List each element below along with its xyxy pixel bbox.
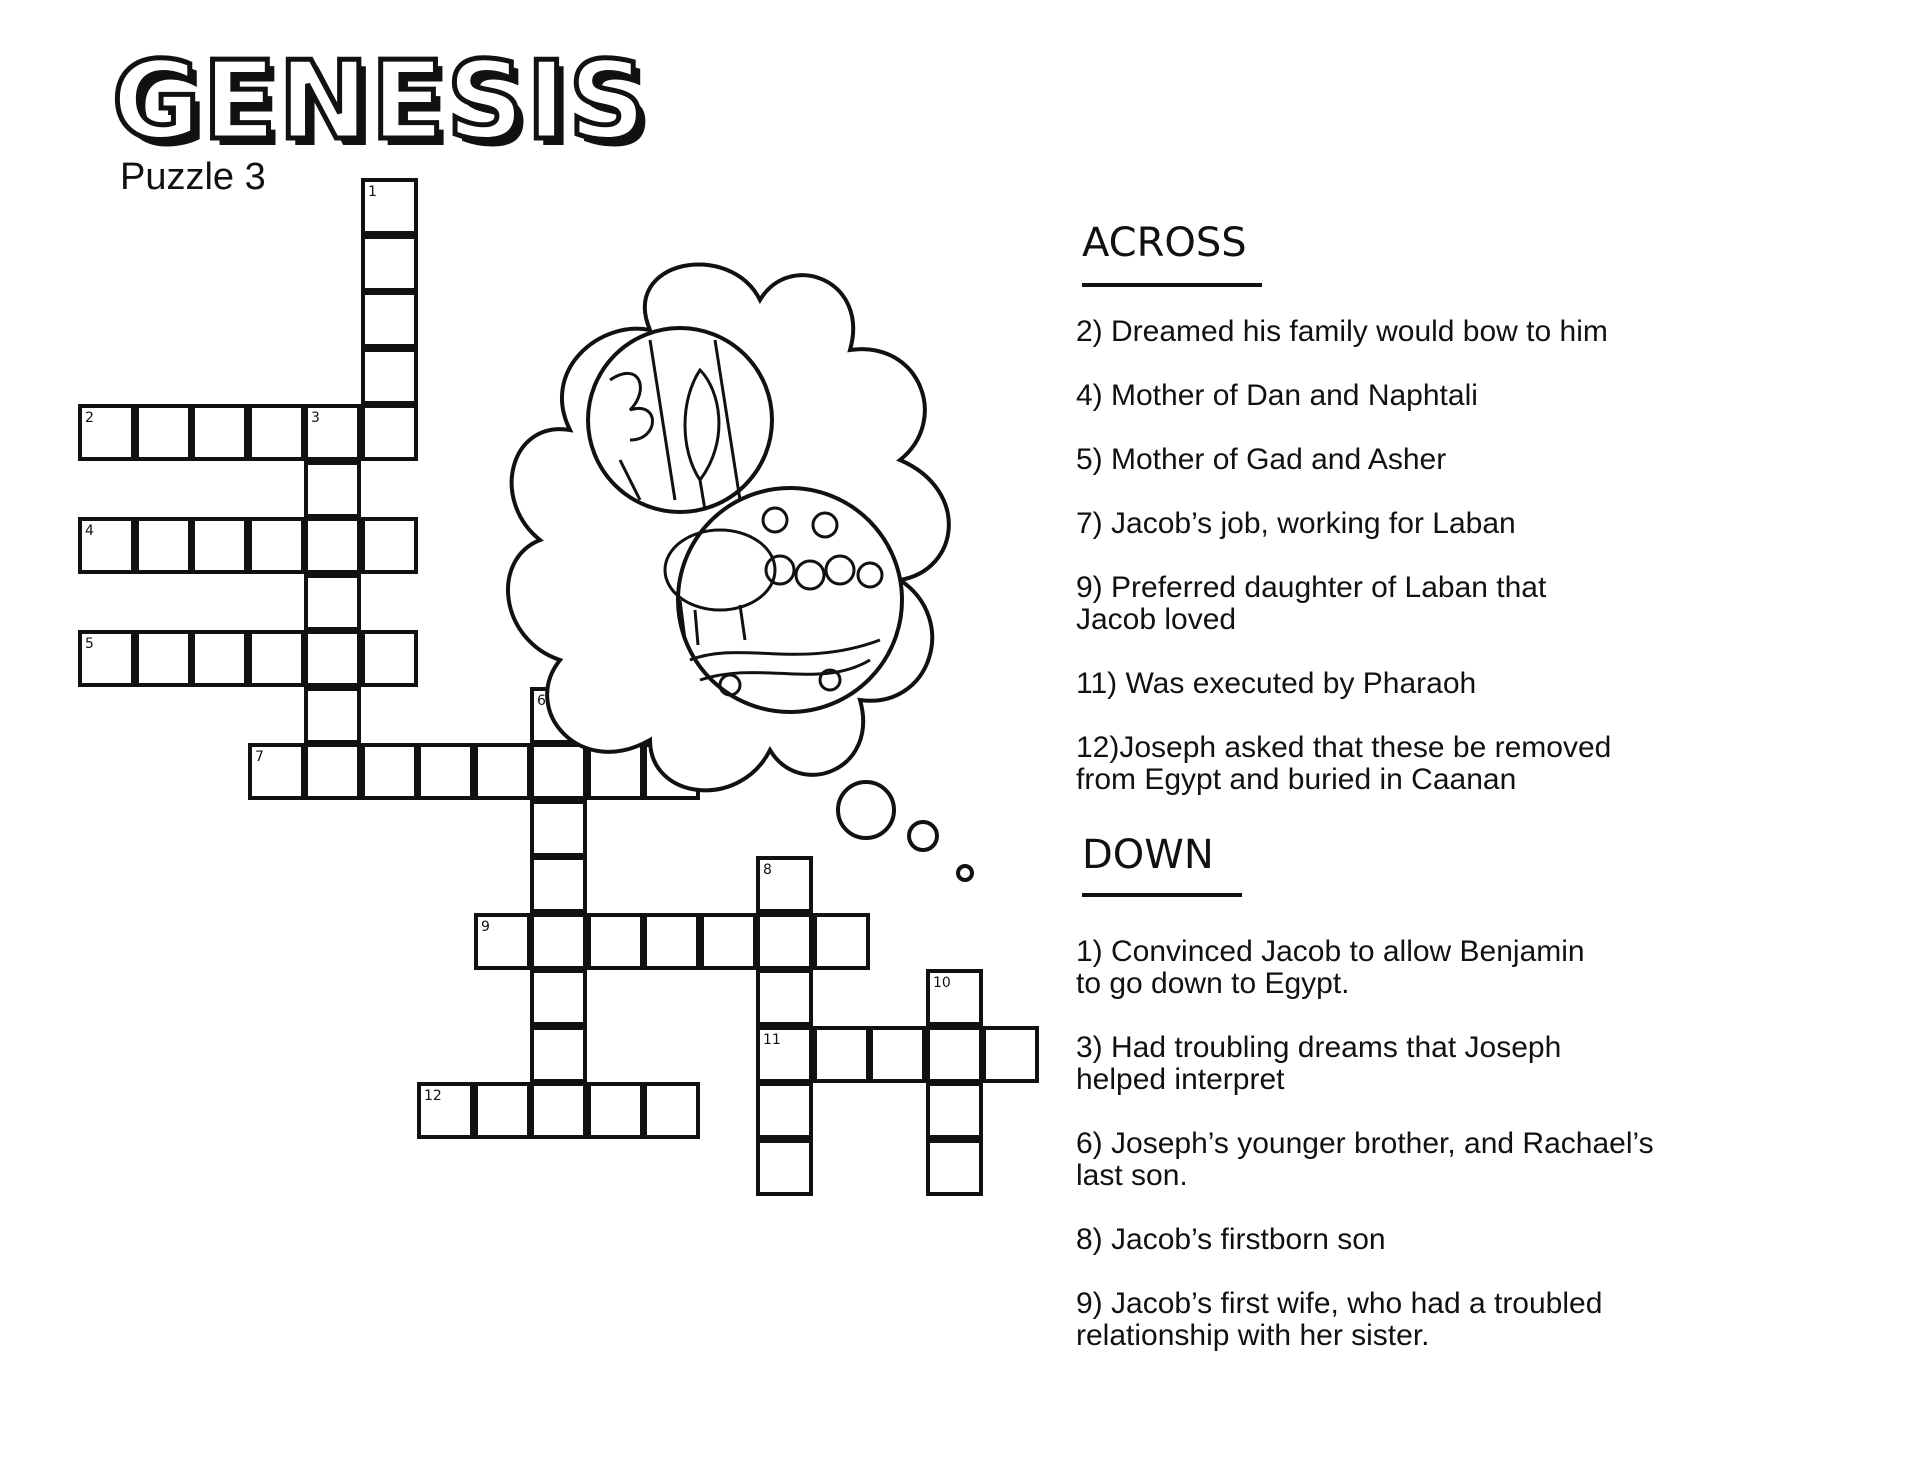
grid-cell[interactable] (474, 1082, 531, 1139)
grid-cell[interactable] (530, 969, 587, 1026)
across-clue-2: 2) Dreamed his family would bow to him (1076, 315, 1608, 348)
puzzle-title: GENESIS (112, 39, 649, 164)
down-clue-3: 3) Had troubling dreams that Joseph helped interpret (1076, 1031, 1562, 1096)
grid-cell[interactable] (643, 913, 700, 970)
grid-cell[interactable] (361, 348, 418, 405)
grid-cell[interactable] (530, 913, 587, 970)
grid-cell[interactable] (926, 1082, 983, 1139)
grid-cell[interactable] (756, 1082, 813, 1139)
grid-cell[interactable] (756, 1026, 813, 1083)
across-clue-7: 7) Jacob’s job, working for Laban (1076, 507, 1516, 540)
grid-cell[interactable] (304, 517, 361, 574)
down-heading: DOWN (1082, 832, 1214, 878)
down-clue-6: 6) Joseph’s younger brother, and Rachael’s last son. (1076, 1127, 1654, 1192)
grid-cell[interactable] (248, 743, 305, 800)
grid-cell[interactable] (926, 1139, 983, 1196)
clue-number: 3 (311, 410, 320, 426)
down-clue-1: 1) Convinced Jacob to allow Benjamin to go down to Egypt. (1076, 935, 1585, 1000)
grid-cell[interactable] (304, 630, 361, 687)
thought-dot-large-icon (838, 782, 894, 838)
thought-bubble-icon (500, 240, 1000, 900)
down-clue-9: 9) Jacob’s first wife, who had a troubled relationship with her sister. (1076, 1287, 1603, 1352)
grid-cell[interactable] (530, 1082, 587, 1139)
puzzle-subtitle: Puzzle 3 (120, 156, 266, 198)
clue-number: 1 (368, 184, 377, 200)
grid-cell[interactable] (304, 404, 361, 461)
grid-cell[interactable] (361, 235, 418, 292)
thought-dot-small-icon (958, 866, 972, 880)
grid-cell[interactable] (869, 1026, 926, 1083)
grid-cell[interactable] (191, 404, 248, 461)
across-heading: ACROSS (1082, 220, 1247, 266)
thought-dot-medium-icon (909, 822, 937, 850)
grid-cell[interactable] (248, 517, 305, 574)
grid-cell[interactable] (78, 630, 135, 687)
wheat-circle-icon (588, 328, 772, 512)
grid-cell[interactable] (135, 517, 192, 574)
grid-cell[interactable] (474, 913, 531, 970)
grid-cell[interactable] (248, 630, 305, 687)
grid-cell[interactable] (78, 517, 135, 574)
grid-cell[interactable] (361, 404, 418, 461)
grid-cell[interactable] (587, 1082, 644, 1139)
clue-number: 8 (763, 862, 772, 878)
grid-cell[interactable] (361, 743, 418, 800)
grid-cell[interactable] (813, 913, 870, 970)
across-clue-9: 9) Preferred daughter of Laban that Jacob loved (1076, 571, 1547, 636)
grid-cell[interactable] (417, 743, 474, 800)
grid-cell[interactable] (304, 461, 361, 518)
grid-cell[interactable] (304, 743, 361, 800)
grid-cell[interactable] (78, 404, 135, 461)
clue-number: 2 (85, 410, 94, 426)
clue-number: 12 (424, 1088, 442, 1104)
clue-number: 6 (537, 693, 546, 709)
grid-cell[interactable] (813, 1026, 870, 1083)
grid-cell[interactable] (248, 404, 305, 461)
grid-cell[interactable] (361, 517, 418, 574)
across-clue-5: 5) Mother of Gad and Asher (1076, 443, 1447, 476)
grid-cell[interactable] (756, 1139, 813, 1196)
grid-cell[interactable] (135, 630, 192, 687)
across-underline (1082, 283, 1262, 287)
grid-cell[interactable] (361, 178, 418, 235)
across-clue-11: 11) Was executed by Pharaoh (1076, 667, 1477, 700)
down-underline (1082, 893, 1242, 897)
grid-cell[interactable] (700, 913, 757, 970)
clue-number: 4 (85, 523, 94, 539)
grid-cell[interactable] (643, 1082, 700, 1139)
grid-cell[interactable] (417, 1082, 474, 1139)
grid-cell[interactable] (135, 404, 192, 461)
grid-cell[interactable] (304, 687, 361, 744)
clue-number: 7 (255, 749, 264, 765)
grid-cell[interactable] (191, 517, 248, 574)
grid-cell[interactable] (304, 574, 361, 631)
down-clue-8: 8) Jacob’s firstborn son (1076, 1223, 1386, 1256)
grid-cell[interactable] (587, 913, 644, 970)
across-clue-4: 4) Mother of Dan and Naphtali (1076, 379, 1478, 412)
grid-cell[interactable] (361, 630, 418, 687)
grid-cell[interactable] (982, 1026, 1039, 1083)
grid-cell[interactable] (361, 291, 418, 348)
grid-cell[interactable] (756, 913, 813, 970)
grid-cell[interactable] (530, 1026, 587, 1083)
across-clue-12: 12)Joseph asked that these be removed from Egypt and buried in Caanan (1076, 731, 1612, 796)
grid-cell[interactable] (191, 630, 248, 687)
grid-cell[interactable] (926, 969, 983, 1026)
clue-number: 9 (481, 919, 490, 935)
clue-number: 11 (763, 1032, 781, 1048)
clue-number: 5 (85, 636, 94, 652)
grid-cell[interactable] (756, 969, 813, 1026)
grid-cell[interactable] (926, 1026, 983, 1083)
clue-number: 10 (933, 975, 951, 991)
